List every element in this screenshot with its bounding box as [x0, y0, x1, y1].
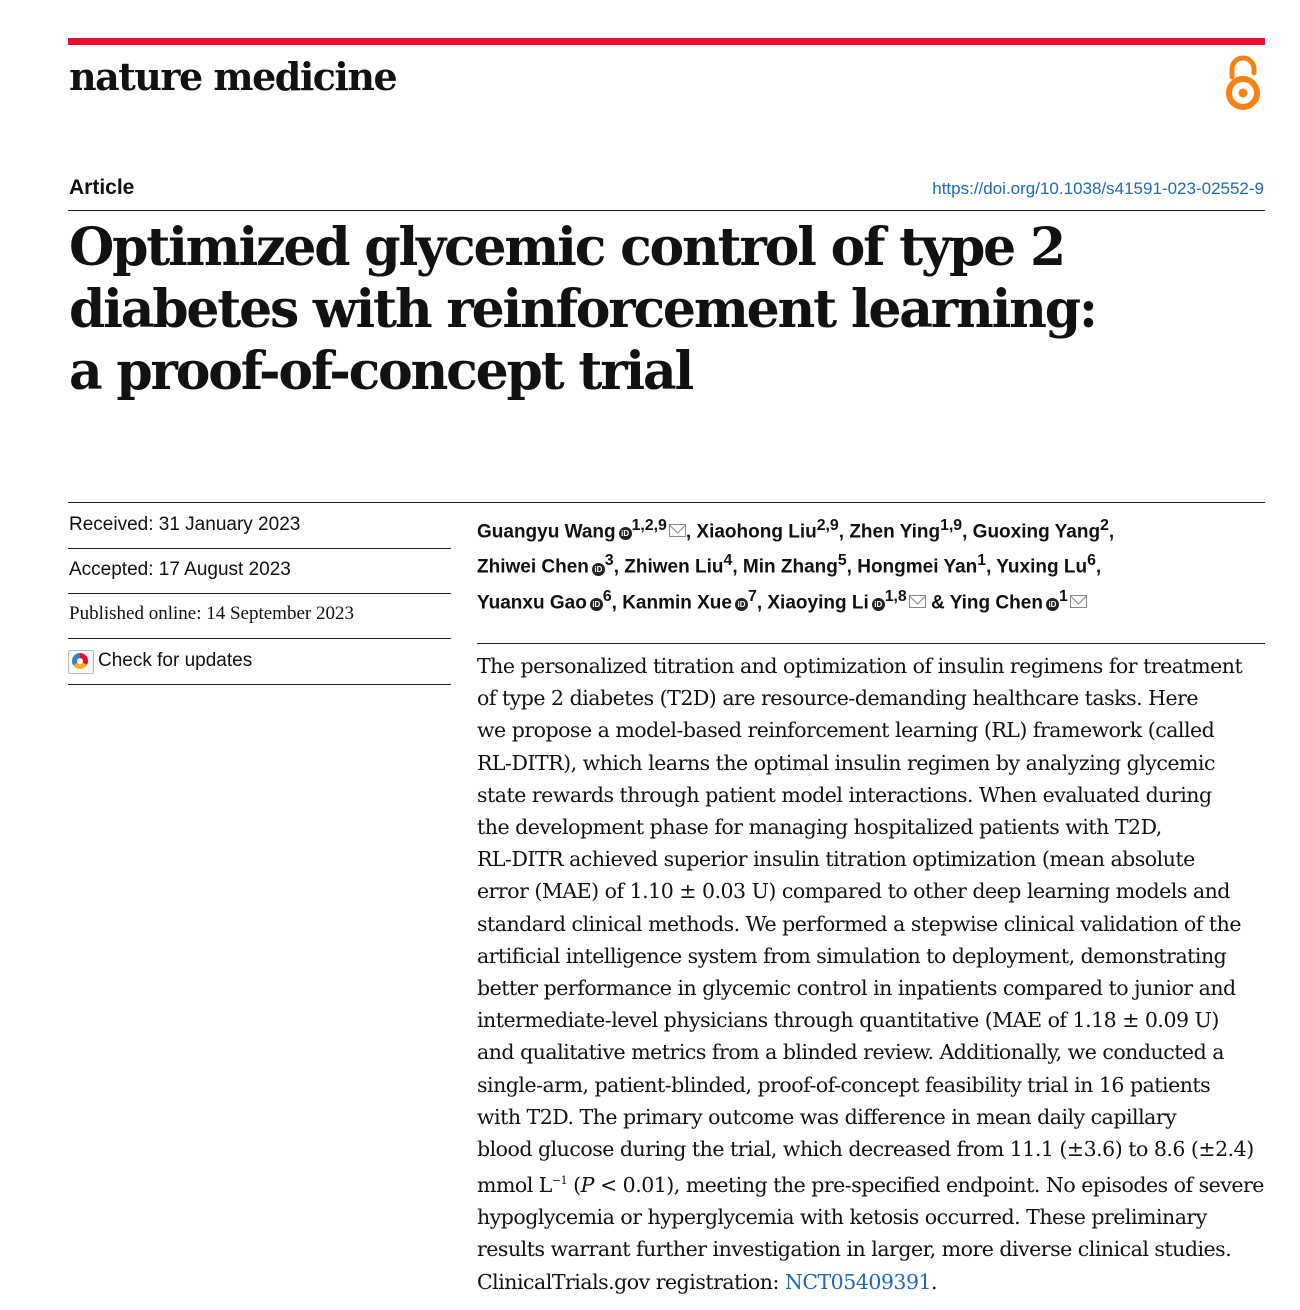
abstract-line: The personalized titration and optimization of insulin regimens for treatment — [477, 654, 1243, 678]
abstract-line: blood glucose during the trial, which decreased from 11.1 (±3.6) to 8.6 (±2.4) — [477, 1137, 1254, 1162]
abstract-line: error (MAE) of 1.10 ± 0.03 U) compared to other deep learning models and — [477, 879, 1230, 904]
orcid-icon[interactable]: iD — [592, 563, 605, 576]
author-name[interactable]: Hongmei Yan — [857, 556, 978, 578]
author-name[interactable]: Guangyu Wang — [477, 521, 616, 543]
author-separator: , — [685, 521, 697, 543]
affiliation-marker: 1,8 — [884, 587, 907, 605]
email-icon[interactable] — [909, 595, 926, 608]
email-icon[interactable] — [1070, 595, 1087, 608]
author-separator: , — [756, 591, 768, 613]
abstract-line: the development phase for managing hospitalized patients with T2D, — [477, 815, 1162, 840]
date-divider — [68, 593, 451, 594]
orcid-icon[interactable]: iD — [590, 598, 603, 611]
affiliation-marker: 5 — [837, 552, 847, 570]
author-separator: , — [986, 556, 997, 578]
author-name[interactable]: Zhiwei Chen — [477, 556, 589, 578]
affiliation-marker: 4 — [723, 552, 733, 570]
author-separator: , — [838, 521, 850, 543]
abstract-line: we propose a model-based reinforcement learning (RL) framework (called — [477, 718, 1215, 743]
author-name[interactable]: Xiaohong Liu — [696, 521, 817, 543]
doi-link[interactable]: https://doi.org/10.1038/s41591-023-02552-9 — [932, 179, 1264, 198]
unit-text: mmol L — [477, 1173, 552, 1198]
registration-prefix: ClinicalTrials.gov registration: — [477, 1269, 785, 1294]
published-date: Published online: 14 September 2023 — [69, 603, 354, 624]
affiliation-marker: 1 — [977, 552, 987, 570]
abstract-line: RL-DITR achieved superior insulin titration optimization (mean absolute — [477, 847, 1195, 872]
orcid-icon[interactable]: iD — [619, 527, 632, 540]
unit-superscript: −1 — [551, 1174, 568, 1188]
abstract-line: better performance in glycemic control in inpatients compared to junior and — [477, 976, 1236, 1001]
date-divider — [68, 638, 451, 639]
p-value-symbol: P — [580, 1173, 594, 1198]
author-separator: , — [846, 556, 858, 578]
author-separator: , — [1108, 521, 1115, 543]
abstract-line — [477, 1266, 1267, 1298]
author-separator: & — [925, 591, 950, 613]
date-divider — [68, 684, 451, 685]
affiliation-marker: 6 — [1087, 552, 1096, 570]
author-name[interactable]: Yuanxu Gao — [477, 591, 587, 613]
journal-name[interactable]: nature medicine — [69, 54, 397, 99]
title-line: diabetes with reinforcement learning: — [69, 279, 1096, 340]
author-name[interactable]: Kanmin Xue — [622, 591, 732, 613]
title-top-rule — [68, 210, 1265, 211]
author-name[interactable]: Guoxing Yang — [972, 521, 1101, 543]
abstract-line: of type 2 diabetes (T2D) are resource-demanding healthcare tasks. Here — [477, 686, 1199, 711]
abstract-line: single-arm, patient-blinded, proof-of-concept feasibility trial in 16 patients — [477, 1072, 1211, 1097]
author-separator: , — [613, 556, 625, 578]
abstract-line: artificial intelligence system from simulation to deployment, demonstrating — [477, 943, 1227, 968]
author-name[interactable]: Min Zhang — [742, 556, 838, 578]
author-name[interactable]: Xiaoying Li — [767, 591, 869, 613]
abstract-line: and qualitative metrics from a blinded review. Additionally, we conducted a — [477, 1040, 1224, 1065]
email-icon[interactable] — [669, 524, 686, 537]
check-updates-link[interactable]: Check for updates — [98, 650, 253, 671]
accepted-date: Accepted: 17 August 2023 — [69, 559, 291, 580]
abstract-line: with T2D. The primary outcome was difference in mean daily capillary — [477, 1104, 1177, 1129]
header-accent-bar — [68, 38, 1265, 45]
orcid-icon[interactable]: iD — [872, 598, 885, 611]
article-title — [69, 217, 1219, 403]
affiliation-marker: 2 — [1100, 517, 1109, 534]
affiliation-marker: 2,9 — [816, 517, 839, 534]
line-text: < 0.01), meeting the pre-specified endpoint. No episodes of severe — [593, 1173, 1264, 1198]
abstract-line: RL-DITR), which learns the optimal insulin regimen by analyzing glycemic — [477, 750, 1215, 775]
meta-top-rule — [68, 502, 1265, 503]
abstract-line: standard clinical methods. We performed a stepwise clinical validation of the — [477, 911, 1241, 936]
title-line: a proof-of-concept trial — [69, 341, 692, 402]
author-name[interactable]: Ying Chen — [949, 591, 1043, 613]
affiliation-marker: 3 — [604, 552, 614, 570]
trial-registration-link[interactable]: NCT05409391 — [784, 1269, 932, 1294]
open-access-icon — [1223, 55, 1263, 111]
received-date: Received: 31 January 2023 — [69, 514, 301, 535]
author-separator: , — [732, 556, 743, 578]
affiliation-marker: 1,9 — [940, 517, 963, 534]
abstract-line: results warrant further investigation in larger, more diverse clinical studies. — [477, 1237, 1232, 1262]
article-type: Article — [69, 176, 135, 199]
abstract-line — [477, 1165, 1267, 1201]
paren-text: ( — [567, 1173, 581, 1198]
abstract — [477, 650, 1267, 1298]
abstract-line: state rewards through patient model interactions. When evaluated during — [477, 782, 1212, 807]
abstract-top-rule — [477, 643, 1265, 644]
author-separator: , — [611, 591, 623, 613]
affiliation-marker: 6 — [602, 587, 612, 605]
orcid-icon[interactable]: iD — [1046, 598, 1059, 611]
affiliation-marker: 1,2,9 — [631, 517, 667, 534]
date-divider — [68, 548, 451, 549]
check-updates-icon[interactable] — [68, 650, 94, 674]
author-list — [477, 511, 1267, 617]
abstract-line: intermediate-level physicians through quantitative (MAE of 1.18 ± 0.09 U) — [477, 1008, 1219, 1033]
author-name[interactable]: Zhiwen Liu — [624, 556, 724, 578]
abstract-line: hypoglycemia or hyperglycemia with ketosis occurred. These preliminary — [477, 1205, 1207, 1230]
author-separator: , — [1095, 556, 1102, 578]
orcid-icon[interactable]: iD — [735, 598, 748, 611]
author-separator: , — [962, 521, 973, 543]
author-name[interactable]: Zhen Ying — [849, 521, 941, 543]
author-name[interactable]: Yuxing Lu — [996, 556, 1088, 578]
registration-suffix: . — [931, 1269, 938, 1294]
title-line: Optimized glycemic control of type 2 — [69, 217, 1064, 278]
affiliation-marker: 1 — [1058, 587, 1068, 605]
affiliation-marker: 7 — [748, 587, 757, 605]
